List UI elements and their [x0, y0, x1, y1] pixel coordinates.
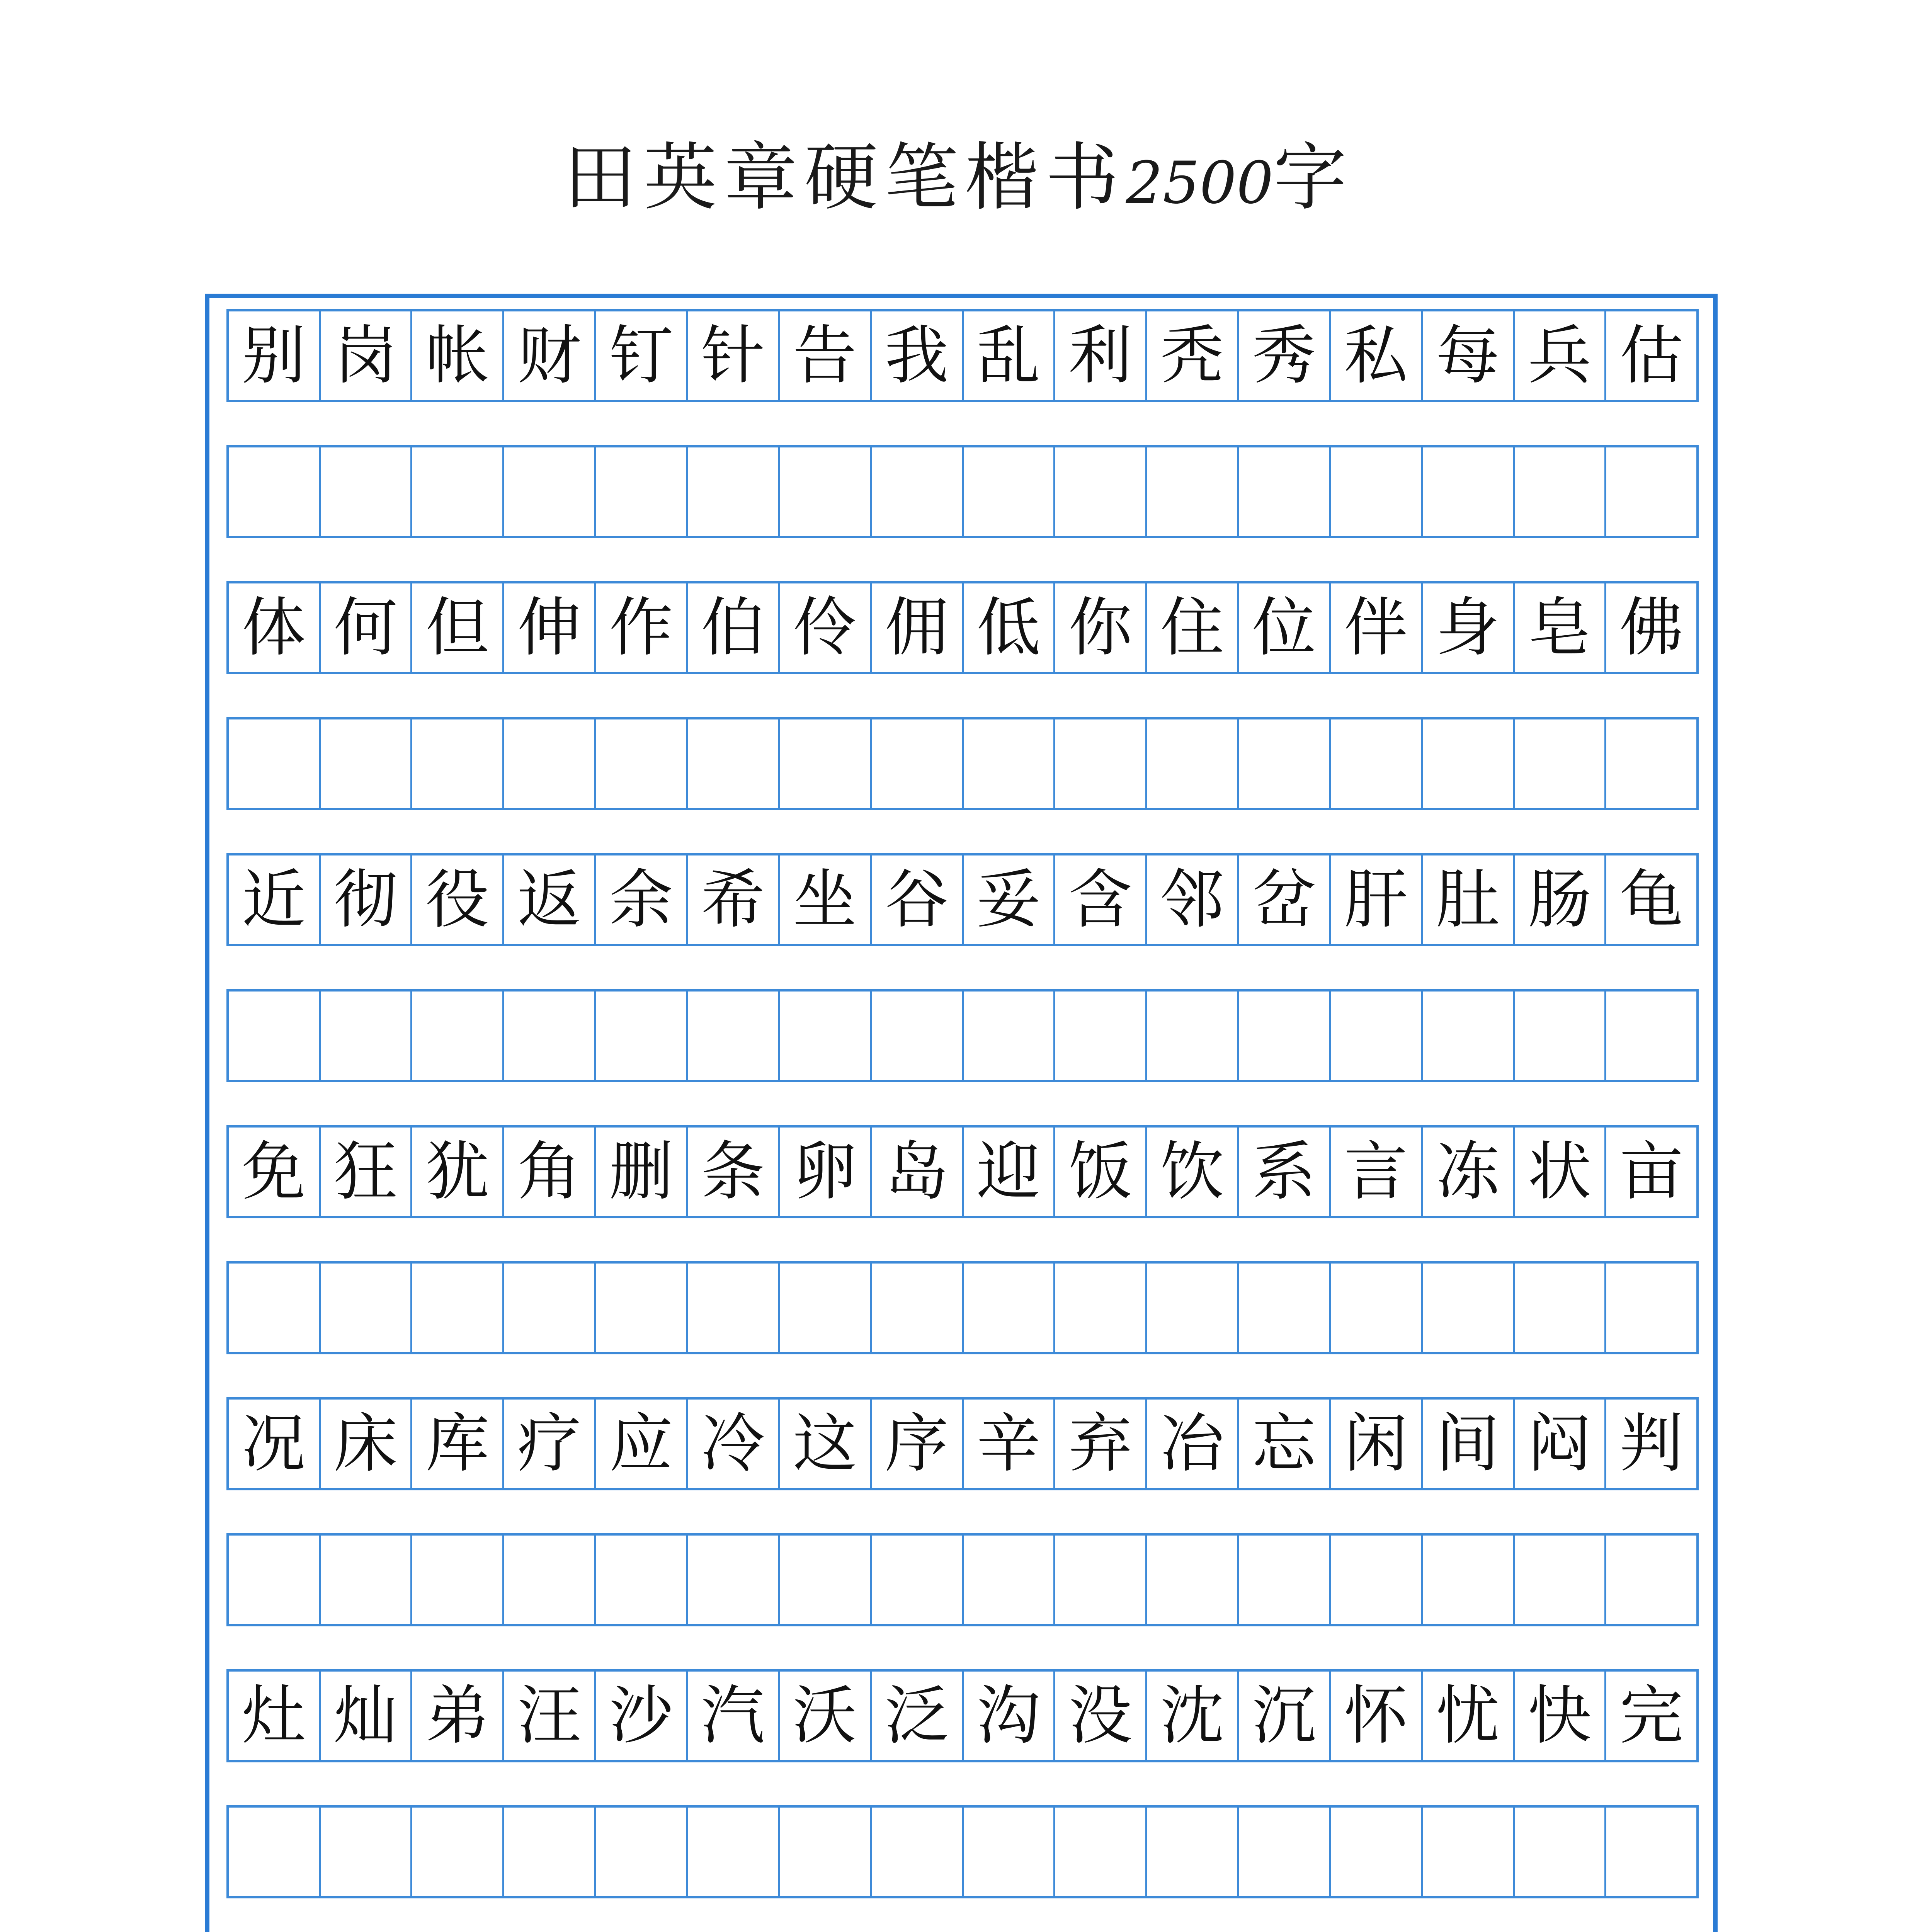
- practice-cell: [412, 719, 504, 808]
- character-cell: 谷: [872, 855, 964, 944]
- practice-cell: [1423, 447, 1515, 536]
- practice-cell: [1515, 447, 1607, 536]
- character-cell: 余: [596, 855, 688, 944]
- practice-cell: [412, 992, 504, 1080]
- character-cell: 财: [504, 311, 596, 400]
- practice-cell: [229, 992, 321, 1080]
- character-cell: 饮: [1147, 1128, 1239, 1216]
- character-cell: 身: [1423, 583, 1515, 672]
- character-cell: 利: [1055, 311, 1147, 400]
- character-cell: 条: [688, 1128, 780, 1216]
- character-cell: 帐: [412, 311, 504, 400]
- character-cell: 兵: [1515, 311, 1607, 400]
- practice-cell: [321, 1264, 413, 1352]
- character-cell: 但: [412, 583, 504, 672]
- practice-cell: [688, 1808, 780, 1896]
- character-cell: 作: [596, 583, 688, 672]
- practice-cell: [1239, 992, 1331, 1080]
- character-cell: 弃: [1055, 1400, 1147, 1488]
- practice-cell: [412, 1536, 504, 1624]
- character-cell: 伸: [504, 583, 596, 672]
- character-cell: 忘: [1239, 1400, 1331, 1488]
- practice-cell: [229, 1808, 321, 1896]
- character-cell: 佛: [1619, 590, 1684, 665]
- character-cell: 疗: [504, 1400, 596, 1488]
- practice-cell: [1606, 1808, 1696, 1896]
- practice-cell: [321, 1536, 413, 1624]
- practice-cell: [964, 992, 1056, 1080]
- practice-cell: [1606, 719, 1696, 808]
- character-cell: 迎: [964, 1128, 1056, 1216]
- character-cell: 这: [780, 1400, 872, 1488]
- practice-cell: [1331, 447, 1423, 536]
- character-cell: 佣: [872, 583, 964, 672]
- practice-cell: [504, 992, 596, 1080]
- practice-cell: [780, 992, 872, 1080]
- practice-cell: [1515, 992, 1607, 1080]
- practice-cell: [229, 1536, 321, 1624]
- character-cell: 犹: [412, 1128, 504, 1216]
- character-cell: 没: [1055, 1672, 1147, 1760]
- character-cell: 彻: [321, 855, 413, 944]
- title-number: 2500: [1126, 150, 1274, 217]
- practice-cell: [872, 1808, 964, 1896]
- practice-cell: [1515, 1264, 1607, 1352]
- character-row: [226, 1669, 1699, 1762]
- character-cell: 状: [1515, 1128, 1607, 1216]
- character-cell: 近: [229, 855, 321, 944]
- character-cell: 言: [1331, 1128, 1423, 1216]
- practice-cell: [321, 1808, 413, 1896]
- practice-cell: [1239, 719, 1331, 808]
- character-cell: 闷: [1515, 1400, 1607, 1488]
- character-row: [226, 1125, 1699, 1218]
- character-cell: 我: [872, 311, 964, 400]
- practice-cell: [504, 1808, 596, 1896]
- practice-cell: [412, 1808, 504, 1896]
- practice-cell: [321, 992, 413, 1080]
- practice-cell: [1147, 719, 1239, 808]
- practice-cell: [229, 1264, 321, 1352]
- practice-cell: [780, 1264, 872, 1352]
- practice-row: [226, 1533, 1699, 1626]
- practice-cell: [688, 719, 780, 808]
- practice-cell: [872, 447, 964, 536]
- character-cell: 删: [596, 1128, 688, 1216]
- practice-cell: [1331, 1808, 1423, 1896]
- character-cell: 乱: [964, 311, 1056, 400]
- character-cell: 邻: [1147, 855, 1239, 944]
- practice-cell: [1331, 719, 1423, 808]
- character-cell: 位: [1239, 583, 1331, 672]
- character-cell: 床: [321, 1400, 413, 1488]
- practice-cell: [780, 1808, 872, 1896]
- practice-cell: [321, 447, 413, 536]
- practice-cell: [596, 1808, 688, 1896]
- character-cell: 弟: [412, 1672, 504, 1760]
- character-cell: 返: [504, 855, 596, 944]
- character-cell: 别: [229, 311, 321, 400]
- practice-cell: [872, 1264, 964, 1352]
- practice-cell: [780, 719, 872, 808]
- practice-cell: [1055, 1808, 1147, 1896]
- character-cell: 完: [1619, 1679, 1684, 1753]
- character-cell: 住: [1147, 583, 1239, 672]
- character-cell: 饭: [1055, 1128, 1147, 1216]
- practice-cell: [964, 447, 1056, 536]
- title-suffix: 字: [1273, 135, 1354, 220]
- character-cell: 沟: [964, 1672, 1056, 1760]
- practice-cell: [1239, 1264, 1331, 1352]
- character-cell: 妥: [964, 855, 1056, 944]
- practice-cell: [596, 447, 688, 536]
- character-cell: 伯: [688, 583, 780, 672]
- practice-cell: [1515, 1536, 1607, 1624]
- character-cell: 角: [504, 1128, 596, 1216]
- character-cell: 每: [1423, 311, 1515, 400]
- practice-cell: [872, 1536, 964, 1624]
- practice-cell: [1147, 1264, 1239, 1352]
- character-cell: 灶: [229, 1672, 321, 1760]
- character-cell: 卵: [780, 1128, 872, 1216]
- character-cell: 应: [596, 1400, 688, 1488]
- character-cell: 坐: [780, 855, 872, 944]
- practice-cell: [596, 719, 688, 808]
- character-cell: 肚: [1423, 855, 1515, 944]
- character-cell: 快: [1515, 1672, 1607, 1760]
- practice-cell: [1606, 447, 1696, 536]
- practice-cell: [321, 719, 413, 808]
- practice-cell: [688, 1536, 780, 1624]
- practice-cell: [412, 1264, 504, 1352]
- practice-row: [226, 1805, 1699, 1898]
- character-cell: 皂: [1515, 583, 1607, 672]
- character-cell: 序: [872, 1400, 964, 1488]
- character-cell: 肝: [1331, 855, 1423, 944]
- practice-cell: [872, 719, 964, 808]
- character-cell: 肠: [1515, 855, 1607, 944]
- practice-cell: [1515, 719, 1607, 808]
- character-cell: 灿: [321, 1672, 413, 1760]
- practice-cell: [1423, 719, 1515, 808]
- character-cell: 库: [412, 1400, 504, 1488]
- practice-cell: [1055, 992, 1147, 1080]
- practice-cell: [1147, 992, 1239, 1080]
- character-cell: 泛: [872, 1672, 964, 1760]
- practice-cell: [688, 447, 780, 536]
- character-cell: 岔: [1239, 855, 1331, 944]
- practice-cell: [872, 992, 964, 1080]
- character-row: [226, 1397, 1699, 1490]
- practice-cell: [688, 992, 780, 1080]
- character-row: [226, 581, 1699, 674]
- character-cell: 汽: [688, 1672, 780, 1760]
- practice-cell: [229, 719, 321, 808]
- character-cell: 冷: [688, 1400, 780, 1488]
- character-cell: 狂: [321, 1128, 413, 1216]
- character-cell: 岗: [321, 311, 413, 400]
- character-cell: 龟: [1619, 862, 1684, 937]
- practice-cell: [780, 1536, 872, 1624]
- character-cell: 告: [780, 311, 872, 400]
- practice-cell: [412, 447, 504, 536]
- practice-cell: [1423, 1264, 1515, 1352]
- practice-cell: [504, 1264, 596, 1352]
- character-cell: 针: [688, 311, 780, 400]
- character-row: [226, 853, 1699, 946]
- practice-cell: [1055, 1536, 1147, 1624]
- character-cell: 冶: [1147, 1400, 1239, 1488]
- character-cell: 亩: [1619, 1134, 1684, 1209]
- character-cell: 判: [1619, 1406, 1684, 1481]
- character-cell: 低: [964, 583, 1056, 672]
- character-cell: 沈: [1147, 1672, 1239, 1760]
- character-cell: 怀: [1331, 1672, 1423, 1760]
- character-cell: 沙: [596, 1672, 688, 1760]
- character-cell: 系: [1239, 1128, 1331, 1216]
- character-cell: 况: [229, 1400, 321, 1488]
- practice-cell: [1606, 992, 1696, 1080]
- practice-cell: [964, 1808, 1056, 1896]
- character-cell: 估: [1619, 318, 1684, 393]
- character-cell: 汪: [504, 1672, 596, 1760]
- character-cell: 忧: [1423, 1672, 1515, 1760]
- practice-cell: [1055, 719, 1147, 808]
- practice-cell: [1331, 1536, 1423, 1624]
- character-cell: 何: [321, 583, 413, 672]
- practice-cell: [1147, 1808, 1239, 1896]
- character-cell: 役: [412, 855, 504, 944]
- practice-cell: [504, 447, 596, 536]
- practice-cell: [964, 1264, 1056, 1352]
- character-cell: 闲: [1331, 1400, 1423, 1488]
- practice-cell: [1331, 1264, 1423, 1352]
- character-cell: 秃: [1147, 311, 1239, 400]
- practice-cell: [964, 719, 1056, 808]
- practice-cell: [1055, 1264, 1147, 1352]
- practice-cell: [1239, 1536, 1331, 1624]
- practice-cell: [596, 992, 688, 1080]
- practice-cell: [1423, 992, 1515, 1080]
- character-cell: 沃: [780, 1672, 872, 1760]
- practice-cell: [964, 1536, 1056, 1624]
- character-cell: 沉: [1239, 1672, 1331, 1760]
- practice-cell: [1147, 1536, 1239, 1624]
- character-cell: 体: [229, 583, 321, 672]
- character-row: [226, 309, 1699, 402]
- character-cell: 岛: [872, 1128, 964, 1216]
- character-cell: 免: [229, 1128, 321, 1216]
- practice-cell: [504, 1536, 596, 1624]
- practice-cell: [1423, 1536, 1515, 1624]
- practice-row: [226, 717, 1699, 810]
- title-main: 田英章硬笔楷书: [563, 135, 1126, 220]
- practice-cell: [1055, 447, 1147, 536]
- page-title: [0, 128, 1917, 228]
- practice-cell: [1606, 1536, 1696, 1624]
- practice-cell: [1606, 1264, 1696, 1352]
- practice-cell: [1423, 1808, 1515, 1896]
- practice-cell: [1515, 1808, 1607, 1896]
- character-cell: 含: [1055, 855, 1147, 944]
- character-cell: 希: [688, 855, 780, 944]
- practice-row: [226, 989, 1699, 1082]
- practice-cell: [1331, 992, 1423, 1080]
- practice-cell: [596, 1264, 688, 1352]
- practice-cell: [504, 719, 596, 808]
- character-cell: 钉: [596, 311, 688, 400]
- practice-cell: [229, 447, 321, 536]
- character-cell: 私: [1331, 311, 1423, 400]
- practice-row: [226, 445, 1699, 538]
- character-cell: 伶: [780, 583, 872, 672]
- character-cell: 你: [1055, 583, 1147, 672]
- character-cell: 伴: [1331, 583, 1423, 672]
- character-cell: 辛: [964, 1400, 1056, 1488]
- character-cell: 间: [1423, 1400, 1515, 1488]
- character-cell: 秀: [1239, 311, 1331, 400]
- practice-row: [226, 1261, 1699, 1354]
- practice-cell: [1147, 447, 1239, 536]
- practice-cell: [596, 1536, 688, 1624]
- practice-cell: [780, 447, 872, 536]
- practice-cell: [1239, 1808, 1331, 1896]
- character-cell: 冻: [1423, 1128, 1515, 1216]
- practice-cell: [688, 1264, 780, 1352]
- practice-cell: [1239, 447, 1331, 536]
